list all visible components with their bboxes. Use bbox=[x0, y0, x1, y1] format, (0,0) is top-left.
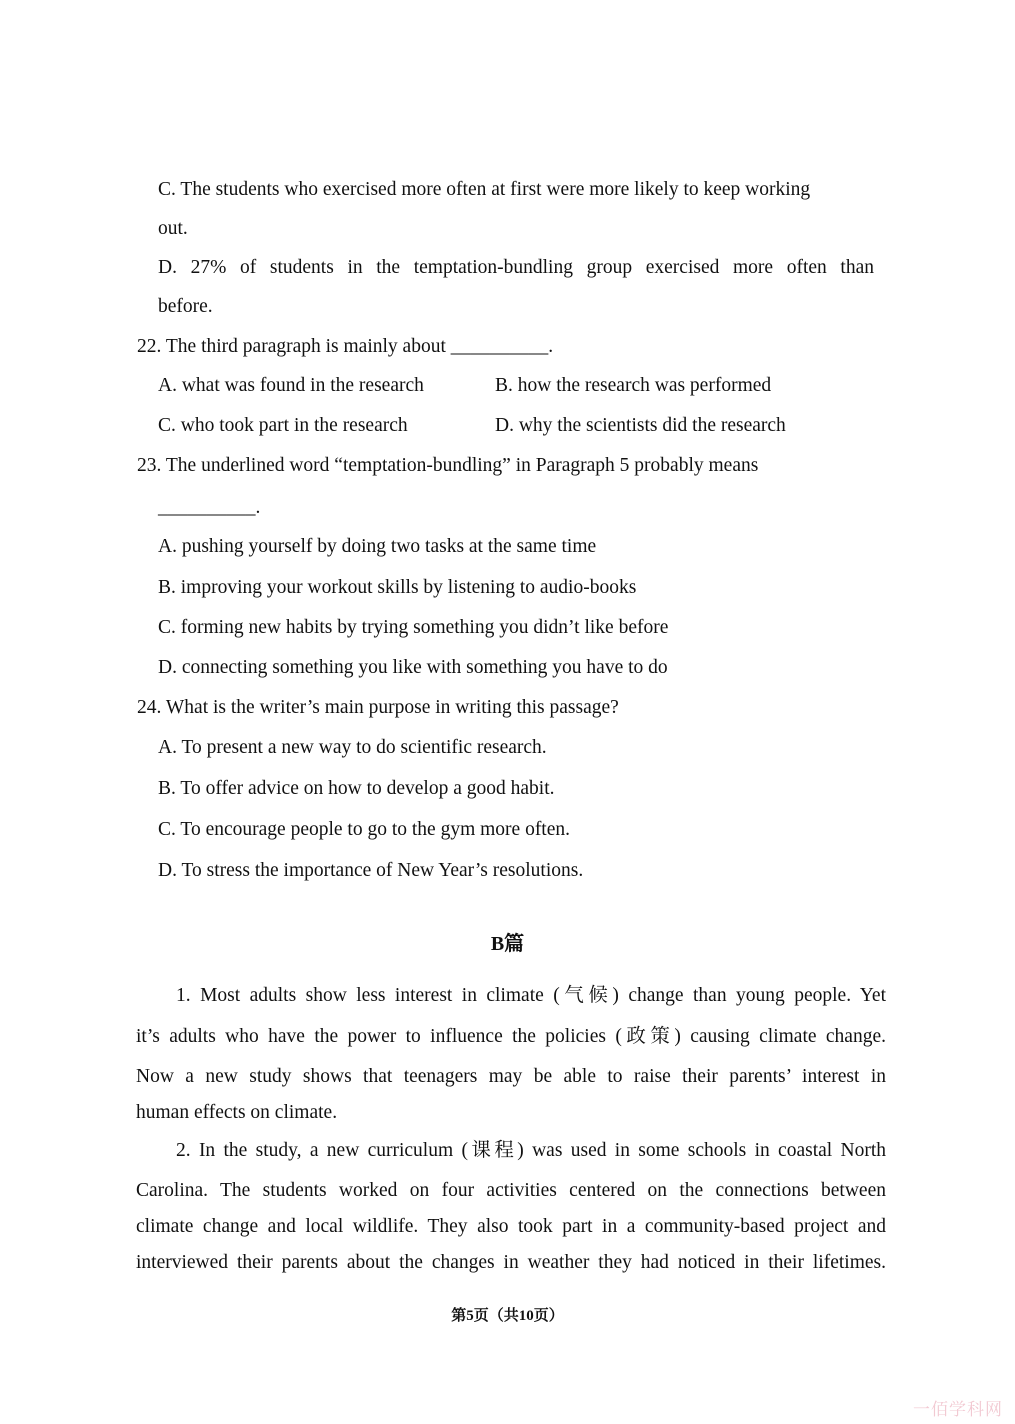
option-text: before. bbox=[158, 296, 213, 317]
option-c: C. To encourage people to go to the gym more often. bbox=[158, 819, 571, 840]
paragraph-line: interviewed their parents about the changes in weather they had noticed in their lifetimes. bbox=[136, 1252, 886, 1273]
question-stem: 23. The underlined word “temptation-bundling” in Paragraph 5 probably means bbox=[137, 455, 759, 476]
paragraph-line: 2. In the study, a new curriculum (课程) was used in some schools in coastal North bbox=[176, 1140, 886, 1161]
option-text: out. bbox=[158, 218, 188, 239]
option-c: C. who took part in the research bbox=[158, 415, 408, 436]
option-text: C. The students who exercised more often at first were more likely to keep working bbox=[158, 179, 811, 200]
question-stem: 24. What is the writer’s main purpose in writing this passage? bbox=[137, 697, 619, 718]
option-d: D. why the scientists did the research bbox=[495, 415, 786, 436]
option-d: D. connecting something you like with something you have to do bbox=[158, 657, 668, 678]
watermark: 一佰学科网 bbox=[913, 1400, 1003, 1420]
option-a: A. To present a new way to do scientific research. bbox=[158, 737, 547, 758]
paragraph-line: it’s adults who have the power to influence the policies (政策) causing climate change. bbox=[136, 1026, 886, 1047]
option-b: B. how the research was performed bbox=[495, 375, 772, 396]
paragraph-line: 1. Most adults show less interest in climate (气候) change than young people. Yet bbox=[176, 985, 886, 1006]
paragraph-line: Carolina. The students worked on four activities centered on the connections between bbox=[136, 1180, 886, 1201]
section-heading: B篇 bbox=[490, 933, 525, 955]
question-stem: 22. The third paragraph is mainly about __________. bbox=[137, 336, 554, 357]
paragraph-line: human effects on climate. bbox=[136, 1102, 338, 1123]
option-a: A. what was found in the research bbox=[158, 375, 424, 396]
option-text: D. 27% of students in the temptation-bundling group exercised more often than bbox=[158, 257, 874, 278]
page-number: 第5页（共10页） bbox=[451, 1308, 564, 1324]
option-d: D. To stress the importance of New Year’s resolutions. bbox=[158, 860, 584, 881]
option-c: C. forming new habits by trying something you didn’t like before bbox=[158, 617, 669, 638]
option-b: B. To offer advice on how to develop a good habit. bbox=[158, 778, 555, 799]
option-a: A. pushing yourself by doing two tasks at the same time bbox=[158, 536, 597, 557]
option-b: B. improving your workout skills by listening to audio-books bbox=[158, 577, 637, 598]
paragraph-line: climate change and local wildlife. They also took part in a community-based project and bbox=[136, 1216, 886, 1237]
answer-blank: __________. bbox=[158, 497, 261, 518]
paragraph-line: Now a new study shows that teenagers may be able to raise their parents’ interest in bbox=[136, 1066, 886, 1087]
